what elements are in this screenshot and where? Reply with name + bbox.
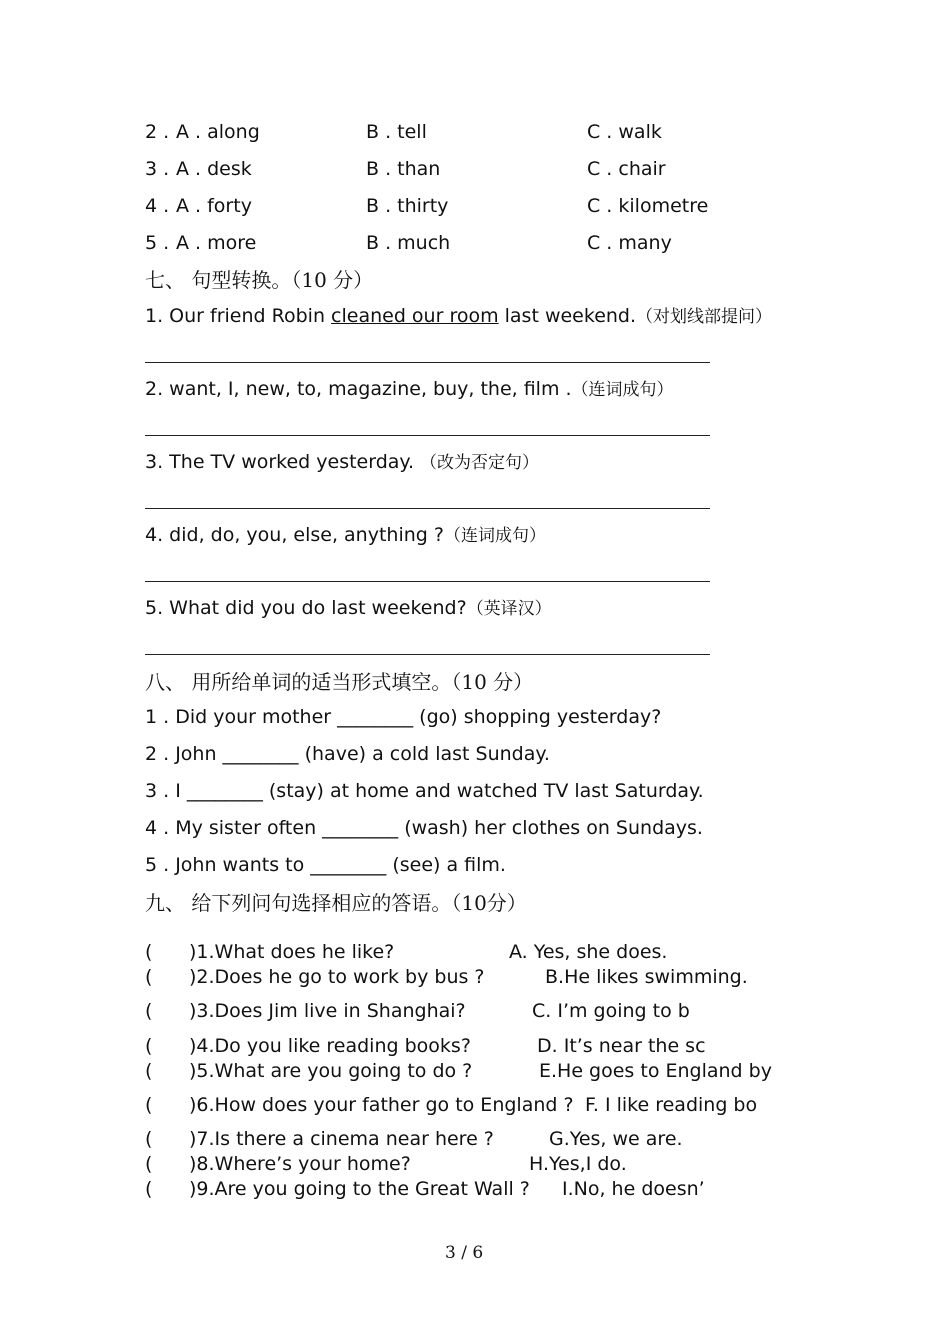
answer-paren[interactable]: (	[145, 1035, 153, 1057]
answer-paren[interactable]: (	[145, 1094, 153, 1116]
s8-item-2: 2 . John ________ (have) a cold last Sunday.	[145, 743, 550, 765]
option-c: C . many	[587, 232, 672, 254]
s9-answer: E.He goes to England by	[539, 1060, 772, 1082]
s9-question: )2.Does he go to work by bus ?	[189, 966, 485, 988]
answer-paren[interactable]: (	[145, 1153, 153, 1175]
option-c: C . kilometre	[587, 195, 709, 217]
s9-answer: B.He likes swimming.	[545, 966, 748, 988]
s8-item-1: 1 . Did your mother ________ (go) shopping yesterday?	[145, 706, 662, 728]
s9-question: )3.Does Jim live in Shanghai?	[189, 1000, 466, 1022]
choice-number: 5 .	[145, 232, 170, 254]
s7-question-5	[145, 596, 552, 621]
option-a: A . more	[176, 232, 257, 254]
option-b: B . than	[366, 158, 441, 180]
s7-q2-hint: （连词成句）	[571, 380, 674, 400]
answer-paren[interactable]: (	[145, 966, 153, 988]
s9-answer: D. It’s near the sc	[537, 1035, 706, 1057]
answer-line-2[interactable]	[145, 435, 710, 436]
s7-q5-text: 5. What did you do last weekend?	[145, 597, 467, 619]
choice-row-5	[0, 231, 950, 255]
s7-q3-hint: （改为否定句）	[420, 453, 540, 473]
option-b: B . thirty	[366, 195, 449, 217]
s9-answer: I.No, he doesn’	[562, 1178, 705, 1200]
option-a: A . desk	[176, 158, 252, 180]
answer-paren[interactable]: (	[145, 1128, 153, 1150]
option-a: A . along	[176, 121, 260, 143]
s9-answer: H.Yes,I do.	[529, 1153, 627, 1175]
s7-question-2	[145, 377, 674, 402]
section-9-title: 九、 给下列问句选择相应的答语。（10分）	[145, 891, 527, 915]
choice-number: 4 .	[145, 195, 170, 217]
s9-question: )7.Is there a cinema near here ?	[189, 1128, 494, 1150]
answer-paren[interactable]: (	[145, 1178, 153, 1200]
choice-number: 3 .	[145, 158, 170, 180]
option-c: C . walk	[587, 121, 662, 143]
s8-item-3: 3 . I ________ (stay) at home and watched TV last Saturday.	[145, 780, 704, 802]
s7-question-1	[145, 304, 772, 329]
answer-line-3[interactable]	[145, 508, 710, 509]
s9-question: )4.Do you like reading books?	[189, 1035, 471, 1057]
choice-row-3	[0, 157, 950, 181]
s7-q1-post: last weekend.	[498, 305, 637, 327]
option-c: C . chair	[587, 158, 666, 180]
s7-q1-underlined: cleaned our room	[331, 305, 499, 327]
s9-answer: F. I like reading bo	[585, 1094, 758, 1116]
answer-line-1[interactable]	[145, 362, 710, 363]
answer-paren[interactable]: (	[145, 1000, 153, 1022]
answer-line-5[interactable]	[145, 654, 710, 655]
option-a: A . forty	[176, 195, 252, 217]
s7-q3-text: 3. The TV worked yesterday.	[145, 451, 421, 473]
s7-q5-hint: （英译汉）	[466, 599, 552, 619]
choice-row-4	[0, 194, 950, 218]
s7-q1-hint: （对划线部提问）	[636, 307, 773, 327]
s8-item-5: 5 . John wants to ________ (see) a film.	[145, 854, 506, 876]
s9-question: )9.Are you going to the Great Wall ?	[189, 1178, 530, 1200]
page-number: 3 / 6	[445, 1243, 484, 1263]
section-8-title: 八、 用所给单词的适当形式填空。（10 分）	[145, 670, 534, 694]
choice-number: 2 .	[145, 121, 170, 143]
s9-answer: C. I’m going to b	[532, 1000, 690, 1022]
s7-q4-hint: （连词成句）	[443, 526, 546, 546]
s8-item-4: 4 . My sister often ________ (wash) her clothes on Sundays.	[145, 817, 703, 839]
s9-question: )5.What are you going to do ?	[189, 1060, 473, 1082]
section-7-title: 七、 句型转换。（10 分）	[145, 268, 374, 292]
s9-question: )6.How does your father go to England ?	[189, 1094, 574, 1116]
s9-answer: G.Yes, we are.	[549, 1128, 683, 1150]
answer-paren[interactable]: (	[145, 1060, 153, 1082]
s7-q1-pre: 1. Our friend Robin	[145, 305, 332, 327]
s7-q4-text: 4. did, do, you, else, anything ?	[145, 524, 444, 546]
s7-question-4	[145, 523, 546, 548]
s7-q2-text: 2. want, I, new, to, magazine, buy, the, film .	[145, 378, 572, 400]
answer-paren[interactable]: (	[145, 941, 153, 963]
s9-answer: A. Yes, she does.	[509, 941, 668, 963]
answer-line-4[interactable]	[145, 581, 710, 582]
option-b: B . tell	[366, 121, 427, 143]
option-b: B . much	[366, 232, 451, 254]
choice-row-2	[0, 120, 950, 144]
s9-question: )8.Where’s your home?	[189, 1153, 411, 1175]
s7-question-3	[145, 450, 539, 475]
s9-question: )1.What does he like?	[189, 941, 395, 963]
